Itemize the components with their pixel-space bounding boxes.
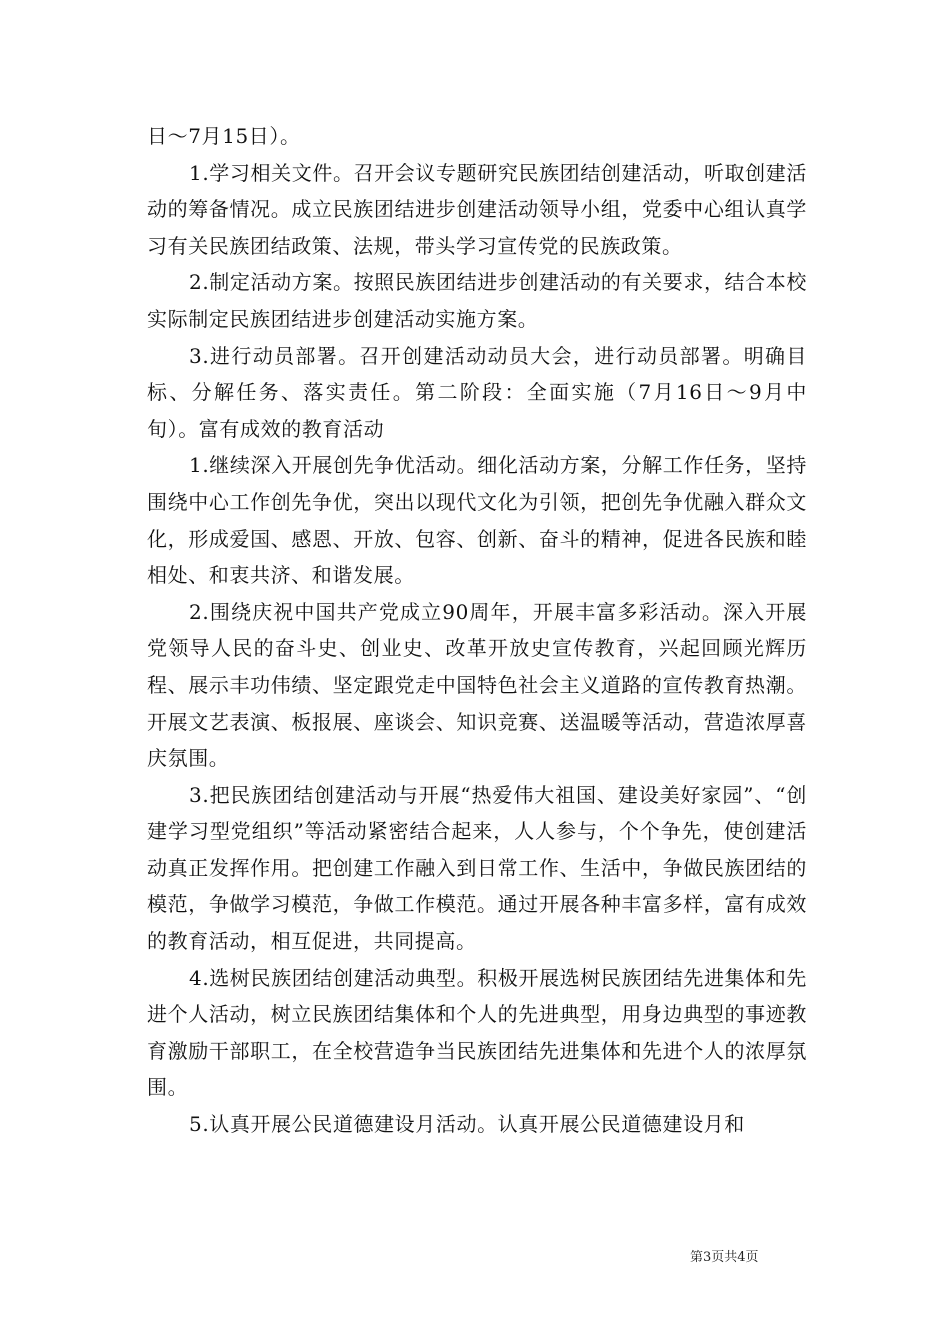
paragraph-mobilization: 3.进行动员部署。召开创建活动动员大会，进行动员部署。明确目标、分解任务、落实责任。第二阶段：全面实施（7月16日～9月中旬）。富有成效的教育活动 [147, 343, 807, 441]
page-number-footer: 第3页共4页 [690, 1250, 759, 1265]
paragraph-moral-month: 5.认真开展公民道德建设月活动。认真开展公民道德建设月和 [189, 1112, 745, 1137]
paragraph-role-models: 4.选树民族团结创建活动典型。积极开展选树民族团结先进集体和先进个人活动，树立民族团结集体和个人的先进典型，用身边典型的事迹教育激励干部职工，在全校营造争当民族团结先进集体和先进个人的浓厚氛围。 [147, 965, 807, 1100]
document-body [147, 118, 807, 1143]
paragraph-activity-plan: 2.制定活动方案。按照民族团结进步创建活动的有关要求，结合本校实际制定民族团结进步创建活动实施方案。 [147, 270, 807, 331]
paragraph-study-documents: 1.学习相关文件。召开会议专题研究民族团结创建活动，听取创建活动的筹备情况。成立民族团结进步创建活动领导小组，党委中心组认真学习有关民族团结政策、法规，带头学习宣传党的民族政策。 [147, 160, 807, 258]
paragraph-continuation: 日～7月15日）。 [147, 124, 301, 148]
paragraph-excellence-activities: 1.继续深入开展创先争优活动。细化活动方案，分解工作任务，坚持围绕中心工作创先争优，突出以现代文化为引领，把创先争优融入群众文化，形成爱国、感恩、开放、包容、创新、奋斗的精神，促进各民族和睦相处、和衷共济、和谐发展。 [147, 453, 807, 588]
paragraph-party-anniversary: 2.围绕庆祝中国共产党成立90周年，开展丰富多彩活动。深入开展党领导人民的奋斗史、创业史、改革开放史宣传教育，兴起回顾光辉历程、展示丰功伟绩、坚定跟党走中国特色社会主义道路的宣传教育热潮。开展文艺表演、板报展、座谈会、知识竞赛、送温暖等活动，营造浓厚喜庆氛围。 [147, 599, 807, 771]
paragraph-integration: 3.把民族团结创建活动与开展“热爱伟大祖国、建设美好家园”、“创建学习型党组织”等活动紧密结合起来，人人参与，个个争先，使创建活动真正发挥作用。把创建工作融入到日常工作、生活中，争做民族团结的模范，争做学习模范，争做工作模范。通过开展各种丰富多样，富有成效的教育活动，相互促进，共同提高。 [147, 782, 807, 954]
